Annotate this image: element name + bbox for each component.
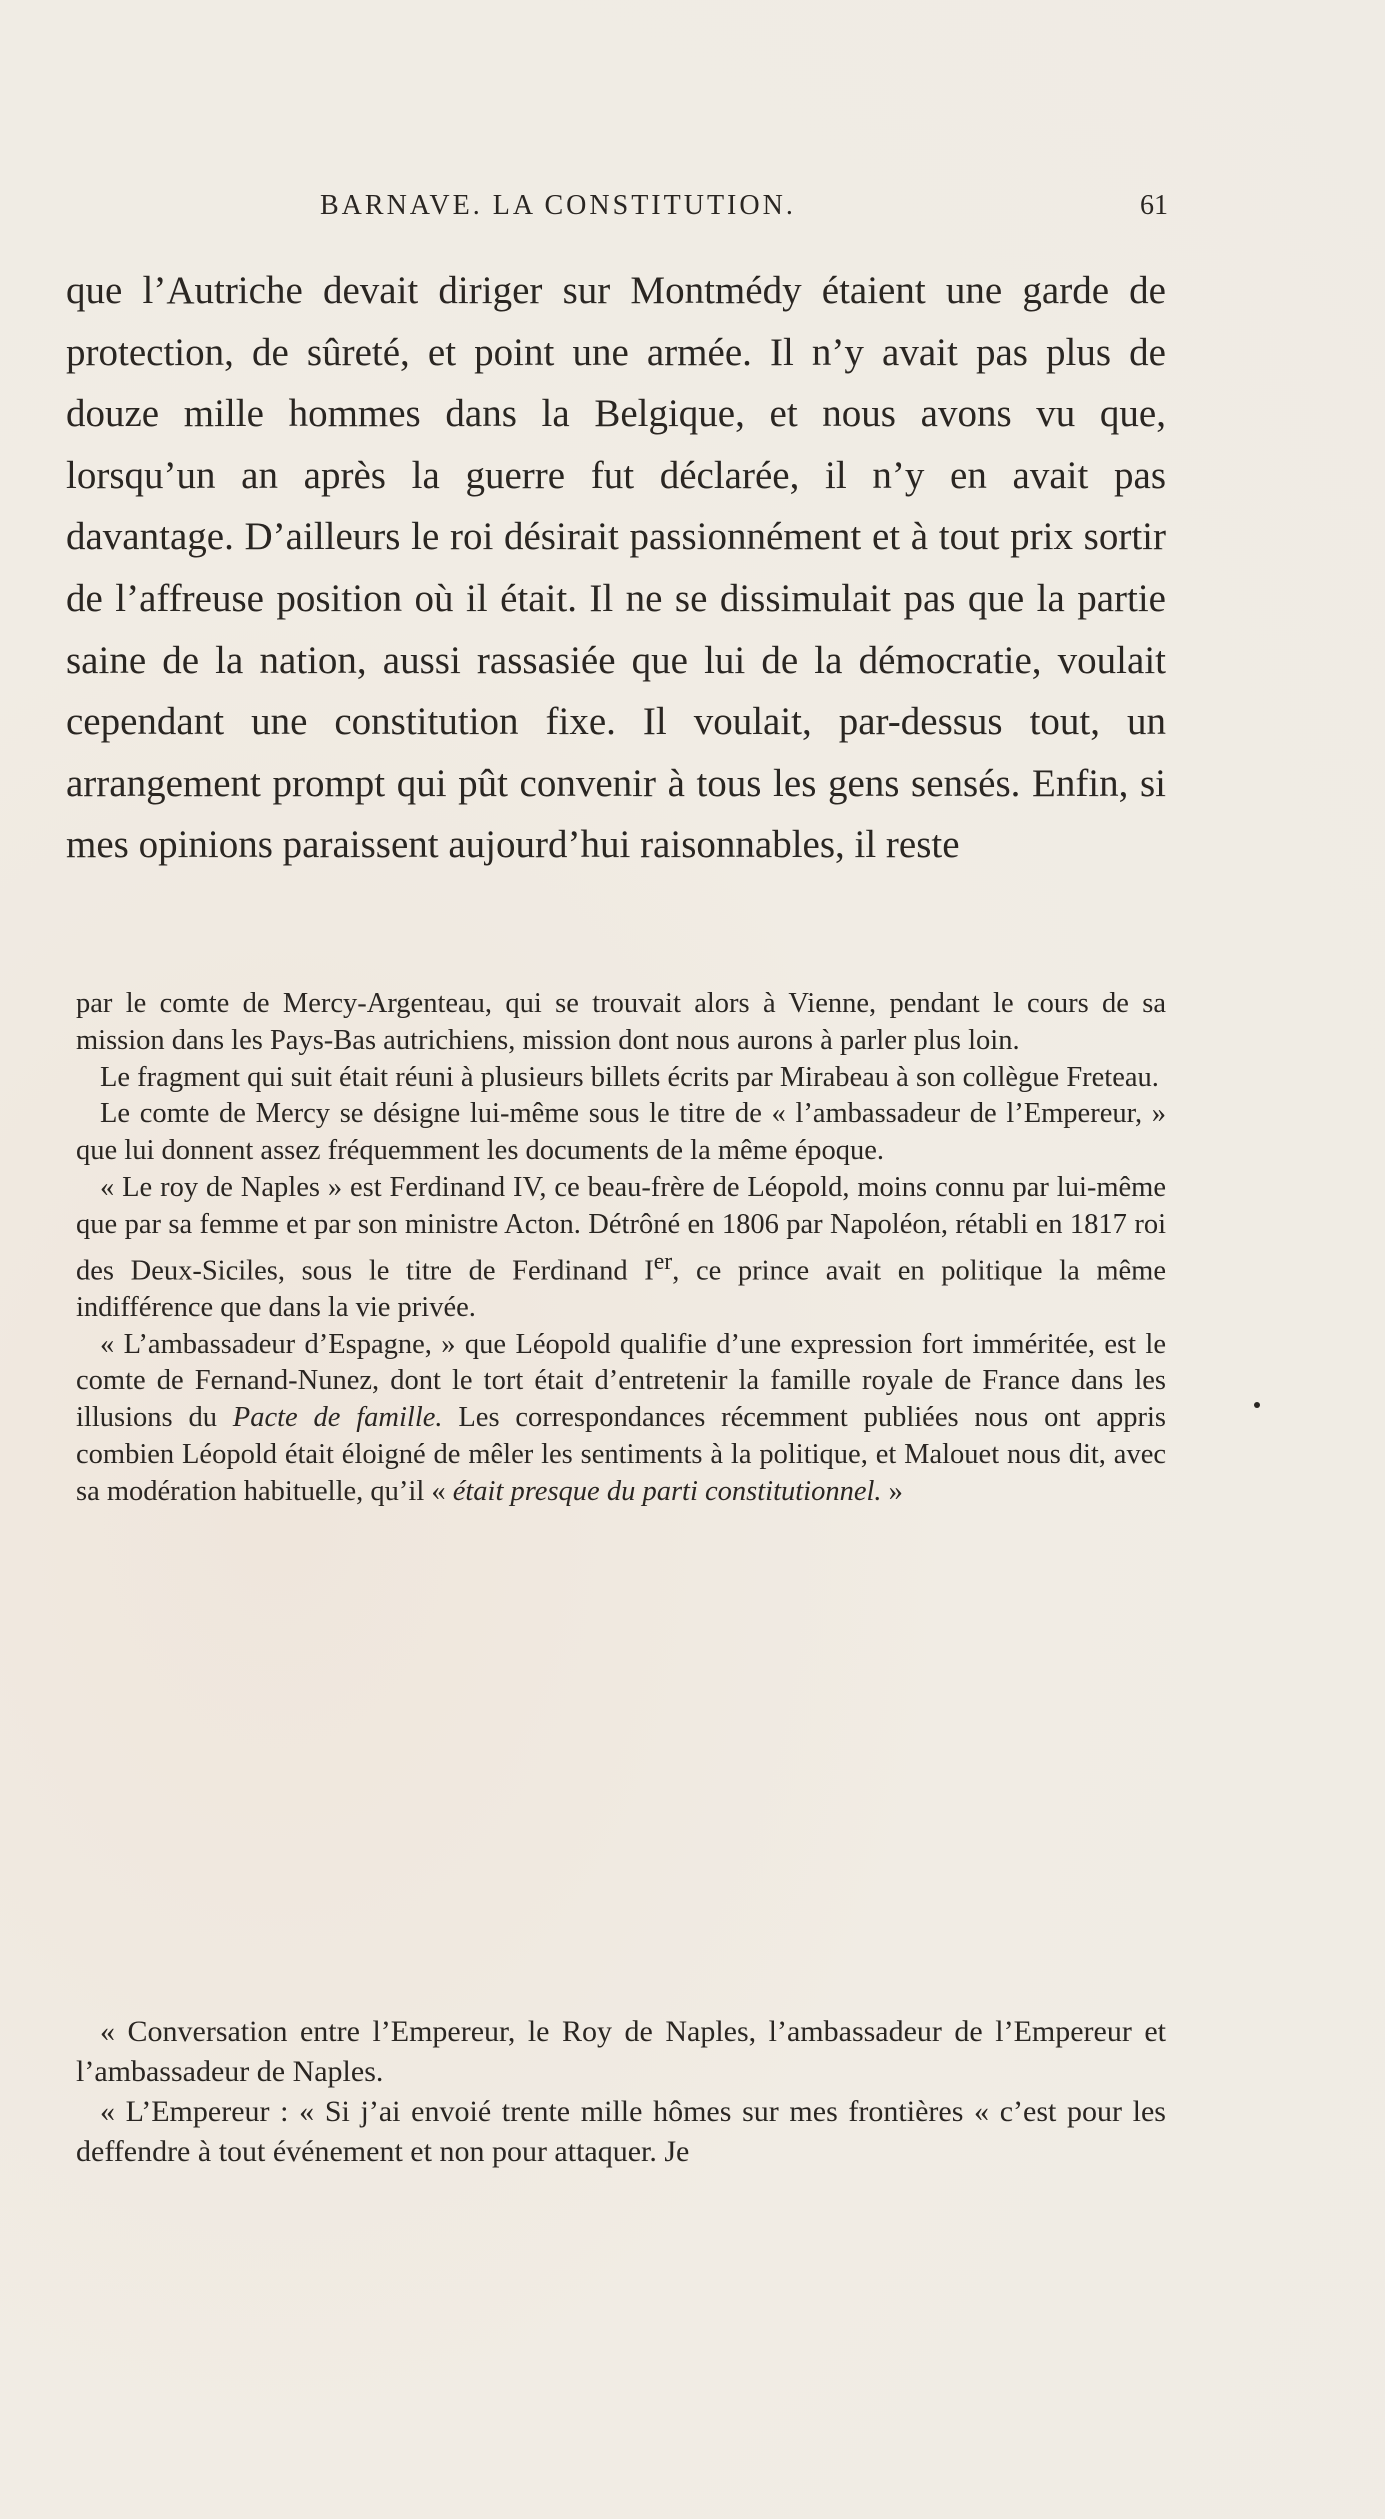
footnote-mercy: Le comte de Mercy se désigne lui-même sous le titre de « l’ambassadeur de l’Empereur, » que lui donnent assez fréquemment les documents de la même époque. — [76, 1098, 1166, 1167]
appendix-document — [76, 2012, 1166, 2172]
footnote-continuation: par le comte de Mercy-Argenteau, qui se trouvait alors à Vienne, pendant le cours de sa mission dans les Pays-Bas autrichiens, mission dont nous aurons à parler plus loin. — [76, 988, 1166, 1056]
running-header — [0, 190, 1385, 230]
footnote-spain-text-end: » — [881, 1475, 903, 1507]
appendix-paragraph-2: « L’Empereur : « Si j’ai envoié trente mille hômes sur mes frontières « c’est pour les deffendre à tout événement et non pour attaquer. Je — [76, 2095, 1166, 2168]
footnote-spain — [76, 1327, 1166, 1511]
page-number: 61 — [1140, 190, 1168, 221]
footnote-fragment: Le fragment qui suit était réuni à plusieurs billets écrits par Mirabeau à son collègue Freteau. — [100, 1061, 1159, 1093]
footnote-spain-quote: était presque du parti constitutionnel. — [452, 1475, 882, 1507]
footnotes — [76, 986, 1166, 1511]
appendix-paragraph-1: « Conversation entre l’Empereur, le Roy de Naples, l’ambassadeur de l’Empereur et l’ambassadeur de Naples. — [76, 2015, 1166, 2088]
running-title: BARNAVE. LA CONSTITUTION. — [320, 190, 796, 221]
main-body-text: que l’Autriche devait diriger sur Montmédy étaient une garde de protection, de sûreté, et point une armée. Il n’y avait pas plus de douze mille hommes dans la Belgique, et nous avons vu que, lorsqu’un an après la guerre fut déclarée, il n’y en avait pas davantage. D’ailleurs le roi désirait passionnément et à tout prix sortir de l’affreuse position où il était. Il ne se dissimulait pas que la partie saine de la nation, aussi rassasiée que lui de la démocratie, voulait cependant une constitution fixe. Il voulait, par-dessus tout, un arrangement prompt qui pût convenir à tous les gens sensés. Enfin, si mes opinions paraissent aujourd’hui raisonnables, il reste — [66, 269, 1166, 867]
footnote-spain-text: « L’ambassadeur d’Espagne, » que Léopold qualifie d’une expression fort imméritée, est le comte de Fernand-Nunez, dont le tort était d’entretenir la famille royale de France dans les illusions du — [76, 1328, 1166, 1434]
footnote-naples — [76, 1170, 1166, 1327]
footnote-spain-text-mid: Les correspondances récemment publiées nous ont appris combien Léopold était éloigné de mêler les sentiments à la politique, et Malouet nous dit, avec sa modération habituelle, qu’il « — [76, 1402, 1166, 1507]
paper-speck — [1254, 1402, 1260, 1408]
footnote-spain-italic: Pacte de famille. — [232, 1402, 443, 1434]
footnote-naples-text-end: , ce prince avait en politique la même indifférence que dans la vie privée. — [76, 1255, 1166, 1323]
footnote-naples-text: « Le roy de Naples » est Ferdinand IV, ce beau-frère de Léopold, moins connu par lui-même que par sa femme et par son ministre Acton. Détrôné en 1806 par Napoléon, rétabli en 1817 roi des Deux-Siciles, sous le titre de Ferdinand I — [76, 1171, 1166, 1287]
footnote-naples-superscript: er — [653, 1248, 673, 1275]
